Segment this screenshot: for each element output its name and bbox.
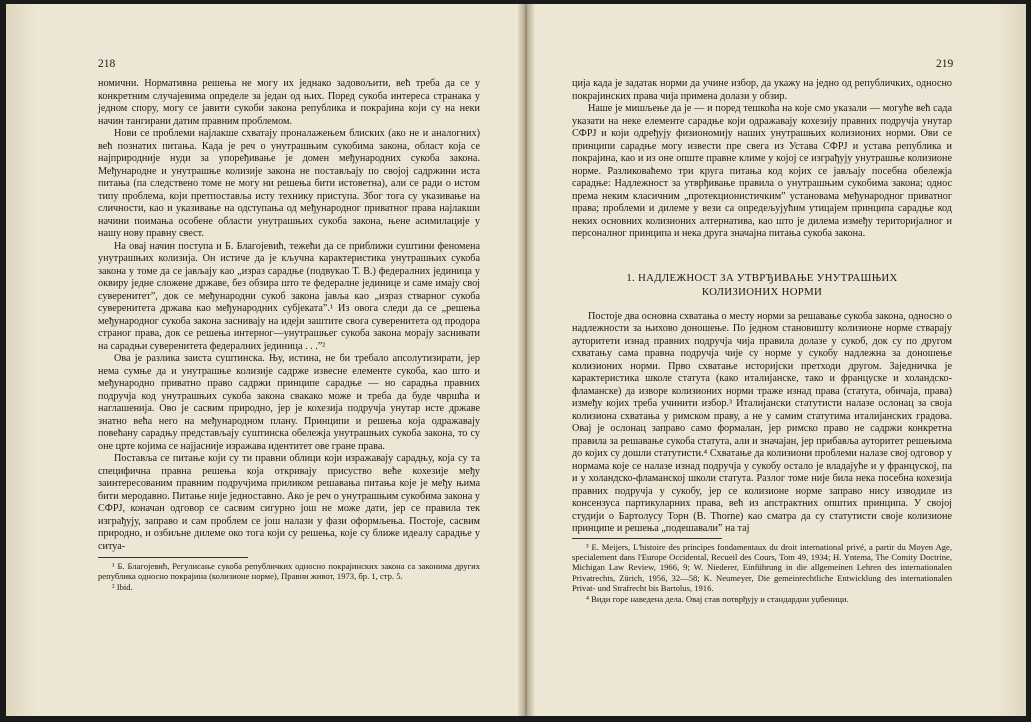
page-number: 219 <box>936 58 954 70</box>
footnote: ⁴ Види горе наведена дела. Овај став потврђују и стандардни уџбеници. <box>586 593 849 604</box>
paragraph: номични. Нормативна решења не могу их једнако задовољити, већ треба да се у конкретним случајевима определе за један од њих. Поред сукоба интереса странака у једном спору, могу се јавити сукоби закона република и покрајина који су на неки начин тангирани датим правним проблемом. <box>98 78 480 127</box>
footnote: ² Ibid. <box>112 581 133 592</box>
paragraph: Наше је мишљење да је — и поред тешкоћа на које смо указали — могуће већ сада указати на неке елементе сарадње који одражавају кохезију правних подручја унутар СФРЈ и који одређују физиономију наших унутрашњих колизионих норми. Ови се принципи сарадње могу извести пре свега из Устава СФРЈ и устава република и покрајина, као и из оне опште правне климе у којој се изграђују унутрашње колизионе норме. Разликоваћемо три круга питања код којих се јављају посебна обележја сарадње: Надлежност за утврђивање правила о унутрашњим сукобима закона; однос према неким класичним „протекционистичким” установама међународног приватног права; проблеми и дилеме у вези са опредељујућим утицајем принципа сарадње код неких основних колизионих алтернатива, као што је дилема између територијалног и персоналног принципа и нека друга значајна питања сукоба закона. <box>572 103 952 239</box>
section-heading <box>572 271 952 299</box>
footnote-rule <box>98 557 248 558</box>
section-heading-line: 1. НАДЛЕЖНОСТ ЗА УТВРЂИВАЊЕ УНУТРАШЊИХ <box>626 271 898 284</box>
footnote-rule <box>572 538 722 539</box>
paragraph: ција када је задатак норми да учине избор, да укажу на једно од републичких, односно покрајинских права чија примена долази у обзир. <box>572 78 952 102</box>
paragraph: Ова је разлика заиста суштинска. Њу, истина, не би требало апсолутизирати, јер нема сумње да и унутрашње колизије садрже извесне елементе сукоба, као што и међународно приватно право садржи принципе сарадње — но сарадња правних подручја код унутрашњих сукоба закона свакако може и треба да буде чвршћа и наглашенија. Ово је сасвим природно, јер је кохезија подручја унутар исте државе знатно већа него на међународном плану. Принципи и решења која одражавају повећану сарадњу представљају суштинска обележја унутрашњих сукоба закона, то су оне црте којима се најјасније изражава идентитет ове гране права. <box>98 353 480 452</box>
paragraph: Постоје два основна схватања о месту норми за решавање сукоба закона, односно о надлежности за њихово доношење. По једном становишту колизионе норме стварају ауторитети изнад правних подручја чија правила долазе у сукоб, док су по другом схватању сама правна подручја чије су норме у сукобу надлежна за доношење колизионих норми. Прво схватање историјски претходи другом. Заједничка је карактеристика школе статута (како италијанске, тако и француске и холандско-фламанске) да изворе колизионих норми траже изнад права (статута, обичаја, права) између којих треба учинити избор.³ Италијански статутисти налазе ослонац за своја колизиона схватања у римском праву, а не у самим статутима италијанских градова. Овај је ослонац заправо само формалан, јер римско право не садржи конкретна правила за решавање сукоба статута, али и значајан, јер прибавља ауторитет решењима до којих су дошли статутисти.⁴ Схватање да колизиони проблеми налазе свој одговор у нормама које се налазе изнад подручја у сукобу остало је владајуће и у француској, па и у холандско-фламанској школи статута. Разлог томе није била нека посебна кохезија правних подручја у сукобу, јер се колизионе норме заправо нису изводиле из консензуса партикуларних права, већ из апстрактних општих принципа. У својој студији о Бартолусу Торн (B. Thorne) као сматра да су статутисти своје колизионе принципе и решења „подешавали” на тај <box>572 310 952 534</box>
right-page <box>534 4 1026 716</box>
paragraph: На овај начин поступа и Б. Благојевић, тежећи да се приближи суштини феномена унутрашњих колизија. Он истиче да је кључна карактеристика унутрашњих сукоба закона у томе да се јављају као „израз сарадње (подвукао Т. В.) федералних јединица у оквиру једне сложене државе, без обзира што те федералне јединице и саме имају свој суверенитет”, док се међународни сукоб закона јавља као „израз стварног сукоба суверенитета држава као међународних субјеката”.¹ Из овога следи да се „решења међународног сукоба закона заснивају на идеји заштите свога суверенитета од продора страног права, док се решења интерног—унутрашњег сукоба закона морају заснивати на сарадњи суверенитета федералних јединица . . .”² <box>98 240 480 352</box>
left-page <box>6 4 518 716</box>
right-page-body <box>572 78 952 604</box>
section-heading-line: КОЛИЗИОНИХ НОРМИ <box>701 285 823 298</box>
footnote: ³ Е. Meijers, L'histoire des principes fondamentaux du droit international privé, a partir du Moyen Age, specialement dans l'Europe Occidental, Recueil des Cours, Tom 49, 1934; H. Yntema, The Comity Doctrine, Michigan Law Review, 1966, 9; W. Niederer, Einführung in die allgemeinen Lehren des internationalen Privatrechts, Zürich, 1956, 32—58; K. Neumeyer, Die gemeinrechtliche Entwicklung des internationalen Privat- und Strafrecht bis Bartolus, 1916. <box>572 541 952 594</box>
paragraph: Постављa се питање који су ти правни облици који изражавају сарадњу, која су та специфична правна решења која откривају присуство веће кохезије међу заинтересованим правним подручјима приликом решавања питања које је међу њима бити меродавно. Питање није једноставно. Ако је реч о унутрашњим сукобима закона у СФРЈ, коначан одговор се сасвим сигурно још не може дати, јер се правила тек изграђују, заправо и сам проблем се још налази у фази оформљења. Постоје, сасвим природно, и озбиљне дилеме око тога који су решења, које су ближе идеалу сарадње у ситуа- <box>98 453 480 552</box>
page-number: 218 <box>98 58 116 70</box>
book-gutter <box>518 4 534 716</box>
footnote: ¹ Б. Благојевић, Регулисање сукоба републичких односно покрајинских закона са законима других република односно покрајина (колизионе норме), Правни живот, 1973, бр. 1, стр. 5. <box>98 561 480 582</box>
left-page-body <box>98 78 480 592</box>
paragraph: Нови се проблеми најлакше схватају проналажењем блиских (ако не и аналогних) већ познатих питања. Када је реч о унутрашњим сукобима закона, област која се најприродније нуди за упоређивање је домен међународних сукоба закона. Међународне и унутрашње колизије закона не постављају по својој садржини иста питања (па следствено томе не могу ни решења бити истоветна), али се ради о истом типу проблема, који претпоставља исту технику приступа. Због тога су указивање на сличности, као и указивање на одступања од међународног приватног права најлакши начини поимања особене области унутрашњих сукоба закона, њене асимилације у нашу нову правну свест. <box>98 128 480 239</box>
